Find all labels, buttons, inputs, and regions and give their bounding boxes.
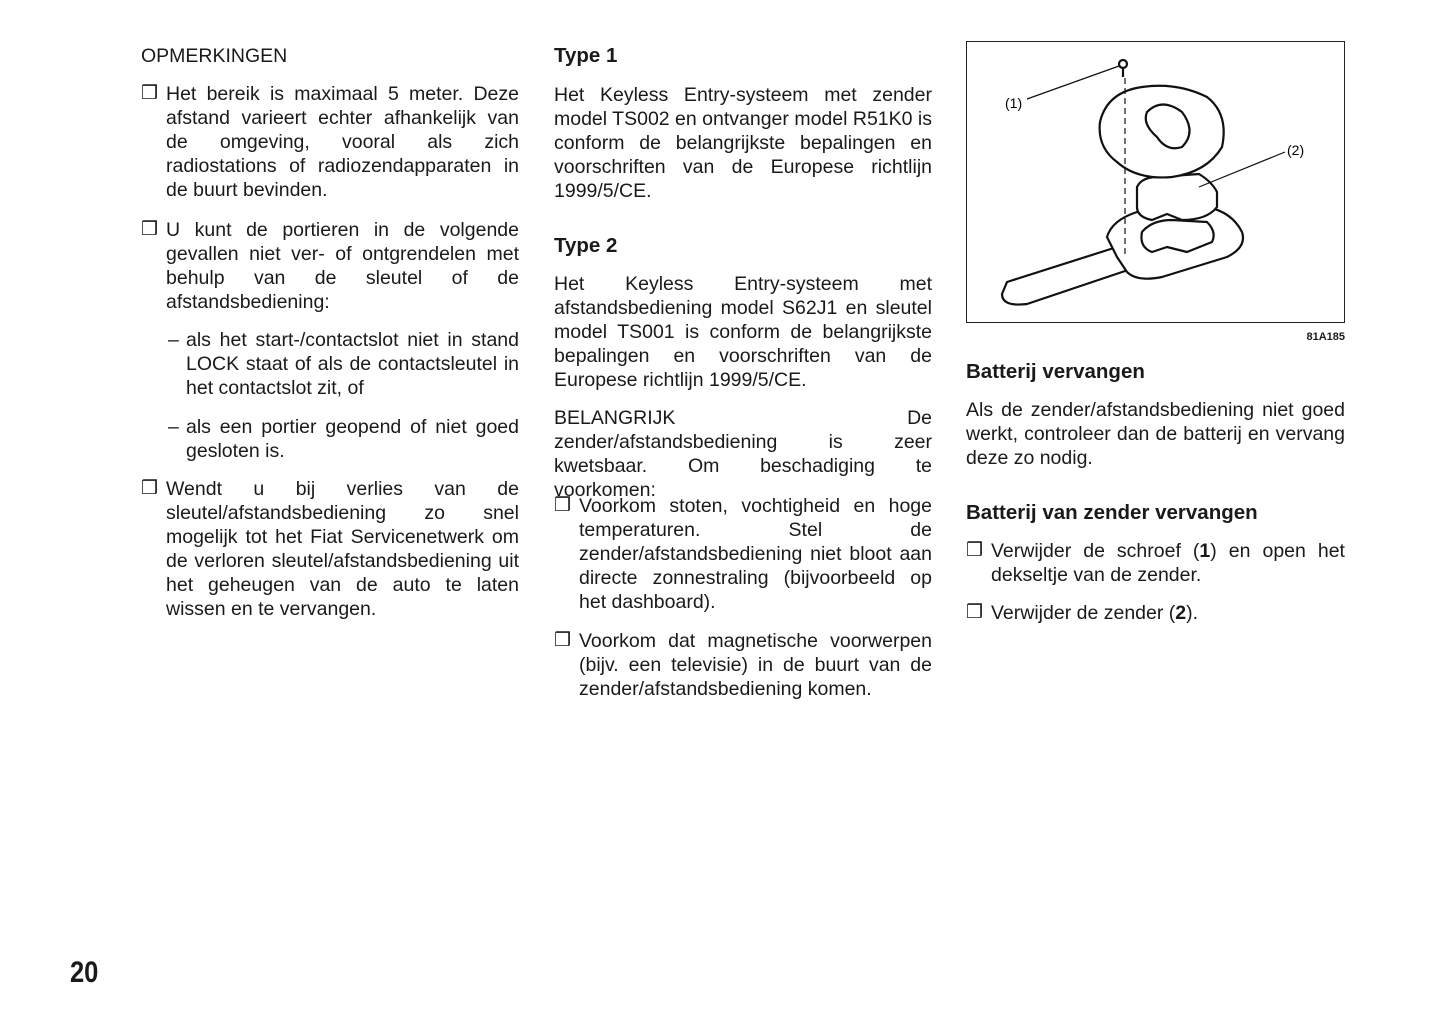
note-bullet xyxy=(141,477,519,621)
bullet-text: Voorkom stoten, vochtigheid en hoge temperaturen. Stel de zender/afstandsbediening niet bloot aan directe zonnestraling (bijvoorbeeld op het dashboard). xyxy=(579,495,932,613)
bullet-text: Wendt u bij verlies van de sleutel/afstandsbediening zo snel mogelijk tot het Fiat Servicenetwerk om de verloren sleutel/afstandsbediening uit het geheugen van de auto te laten wissen en te vervangen. xyxy=(166,478,519,620)
dash-marker: – xyxy=(168,329,179,351)
step-ref: 2 xyxy=(1175,602,1187,624)
bullet-box-icon: ❒ xyxy=(554,630,572,651)
bullet-box-icon: ❒ xyxy=(141,478,159,499)
key-battery-illustration xyxy=(966,41,1345,323)
step-bullet xyxy=(966,601,1345,625)
bullet-box-icon: ❒ xyxy=(966,540,984,561)
caution-bullet xyxy=(554,629,932,701)
bullet-box-icon: ❒ xyxy=(966,602,984,623)
step-text: Verwijder de zender ( xyxy=(991,602,1176,624)
important-text: BELANGRIJK De zender/afstandsbediening is zeer kwetsbaar. Om beschadiging te voorkomen: xyxy=(554,407,932,501)
dash-text: als het start-/contactslot niet in stand LOCK staat of als de contactsleutel in het contactslot zit, of xyxy=(186,329,519,399)
figure-code: 81A185 xyxy=(1306,331,1345,343)
note-bullet xyxy=(141,218,519,314)
bullet-box-icon: ❒ xyxy=(141,219,159,240)
note-bullet xyxy=(141,82,519,202)
caution-bullet xyxy=(554,494,932,614)
bullet-text: Het bereik is maximaal 5 meter. Deze afstand varieert echter afhankelijk van de omgeving, vooral als zich radiostations of radiozendapparaten in de buurt bevinden. xyxy=(166,83,519,201)
bullet-box-icon: ❒ xyxy=(554,495,572,516)
key-exploded-diagram xyxy=(967,42,1344,322)
step-bullet xyxy=(966,539,1345,587)
type1-text: Het Keyless Entry-systeem met zender model TS002 en ontvanger model R51K0 is conform de belangrijkste bepalingen en voorschriften van de Europese richtlijn 1999/5/CE. xyxy=(554,84,932,202)
battery-text: Als de zender/afstandsbediening niet goed werkt, controleer dan de batterij en vervang deze zo nodig. xyxy=(966,399,1345,469)
opmerkingen-heading: OPMERKINGEN xyxy=(141,45,288,67)
callout-2: (2) xyxy=(1287,142,1305,158)
step-text: Verwijder de schroef ( xyxy=(991,540,1200,562)
step-ref: 1 xyxy=(1199,540,1211,562)
type2-heading: Type 2 xyxy=(554,234,618,257)
type2-text: Het Keyless Entry-systeem met afstandsbediening model S62J1 en sleutel model TS001 is conform de belangrijkste bepalingen en voorschriften van de Europese richtlijn 1999/5/CE. xyxy=(554,273,932,391)
dash-item xyxy=(141,415,519,463)
dash-text: als een portier geopend of niet goed gesloten is. xyxy=(186,416,519,462)
step-text: ). xyxy=(1186,602,1199,624)
bullet-box-icon: ❒ xyxy=(141,83,159,104)
bullet-text: Voorkom dat magnetische voorwerpen (bijv. een televisie) in de buurt van de zender/afstandsbediening komen. xyxy=(579,630,932,700)
battery-heading: Batterij vervangen xyxy=(966,360,1145,383)
dash-marker: – xyxy=(168,416,179,438)
dash-item xyxy=(141,328,519,400)
transmitter-heading: Batterij van zender vervangen xyxy=(966,501,1258,524)
page-number: 20 xyxy=(70,956,99,989)
step-text: ) en open het dekseltje van de zender. xyxy=(991,540,1345,586)
type1-heading: Type 1 xyxy=(554,44,618,67)
bullet-text: U kunt de portieren in de volgende gevallen niet ver- of ontgrendelen met behulp van de sleutel of de afstandsbediening: xyxy=(166,219,519,313)
callout-1: (1) xyxy=(1005,95,1023,111)
